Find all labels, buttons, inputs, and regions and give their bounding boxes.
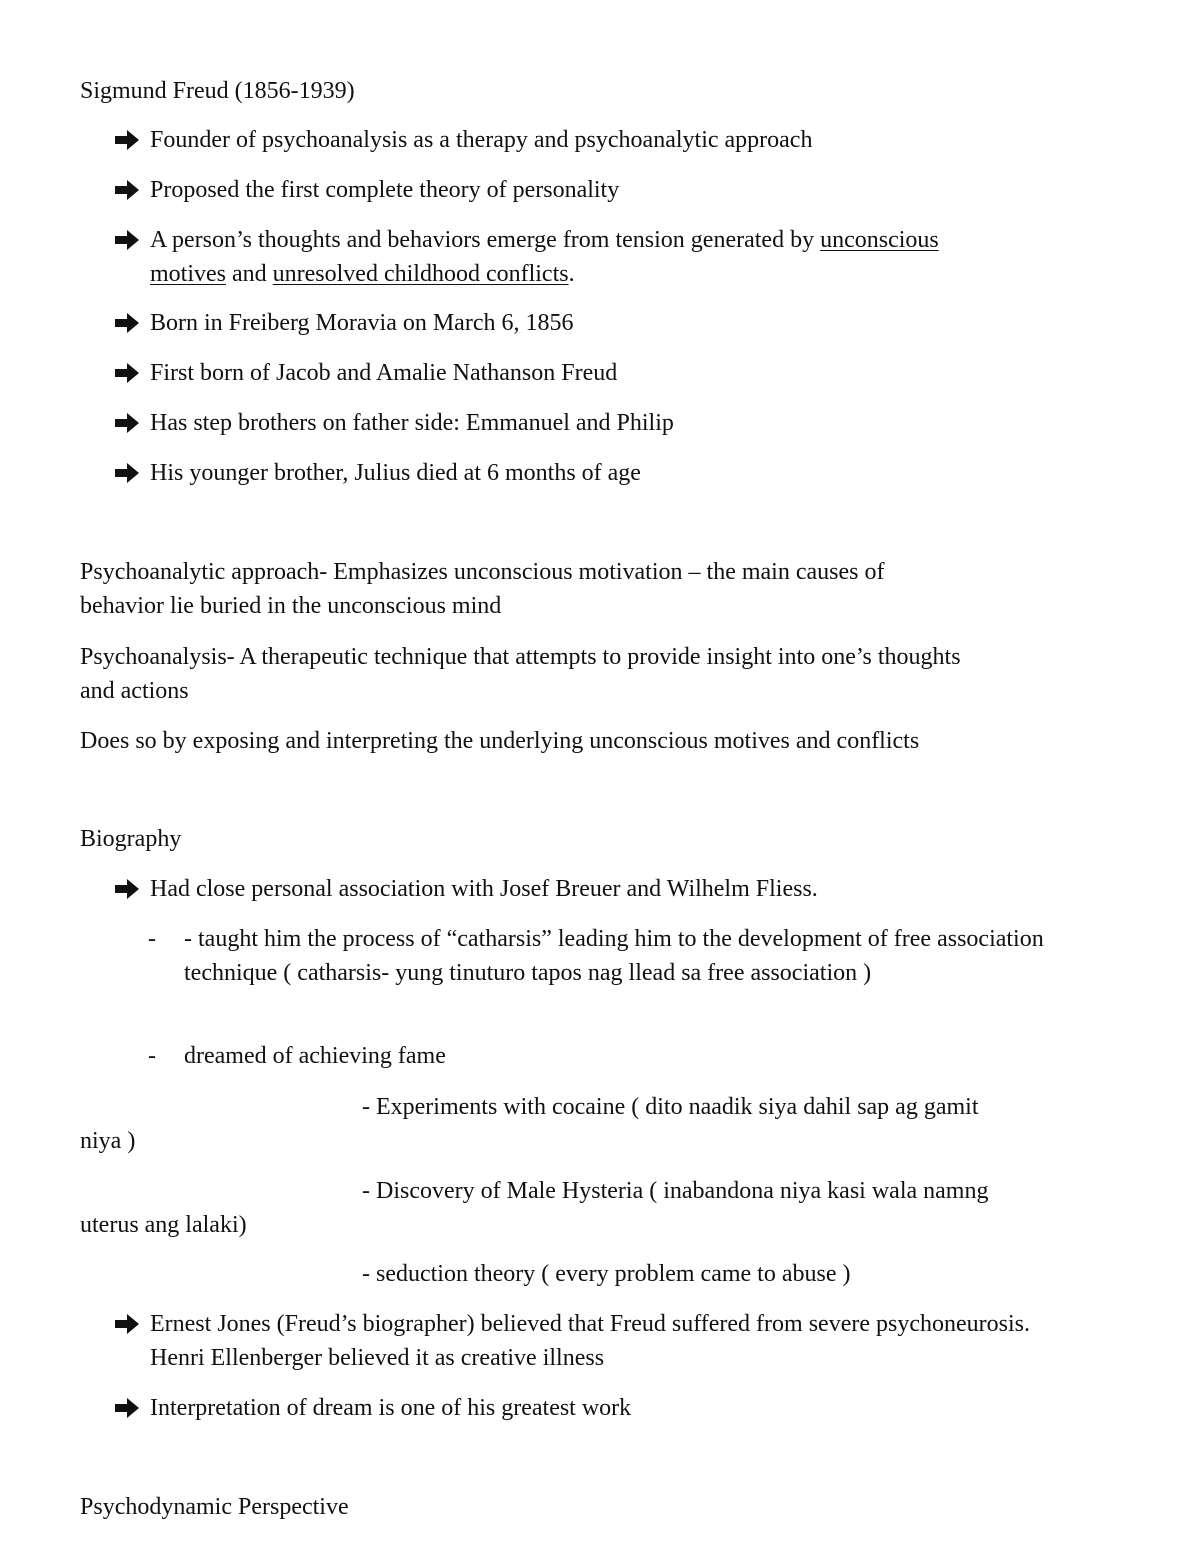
list-item-text: Interpretation of dream is one of his greatest work	[150, 1395, 632, 1421]
definition-approach-line2: behavior lie buried in the unconscious mind	[80, 593, 502, 619]
indented-line: - Experiments with cocaine ( dito naadik siya dahil sap ag gamit	[362, 1094, 979, 1120]
definition-analysis-line1: Psychoanalysis- A therapeutic technique that attempts to provide insight into one’s thoughts	[80, 644, 961, 670]
underlined-term: unconscious	[820, 227, 939, 253]
list-item-text: Proposed the first complete theory of personality	[150, 177, 620, 203]
arrow-right-icon	[114, 126, 140, 154]
underlined-term: unresolved childhood conflicts	[272, 261, 569, 287]
arrow-right-icon	[114, 1394, 140, 1422]
list-item	[114, 1307, 1074, 1375]
dash-marker: -	[148, 1043, 156, 1069]
definition-analysis-line2: and actions	[80, 678, 189, 704]
arrow-right-icon	[114, 459, 140, 487]
list-item-text: Founder of psychoanalysis as a therapy and psychoanalytic approach	[150, 127, 813, 153]
sub-list-item-text: - taught him the process of “catharsis” leading him to the development of free association technique ( catharsis- yung tinuturo tapos nag llead sa free association )	[184, 926, 1044, 986]
list-item	[114, 872, 1074, 906]
list-item-text: Had close personal association with Josef Breuer and Wilhelm Fliess.	[150, 876, 818, 902]
dash-marker: -	[148, 926, 156, 952]
arrow-right-icon	[114, 176, 140, 204]
arrow-right-icon	[114, 359, 140, 387]
list-item	[114, 406, 1074, 440]
arrow-right-icon	[114, 309, 140, 337]
underlined-term: motives	[150, 261, 226, 287]
indented-line: - seduction theory ( every problem came to abuse )	[362, 1261, 851, 1287]
sub-list-item	[148, 1039, 1098, 1073]
arrow-right-icon	[114, 409, 140, 437]
arrow-right-icon	[114, 1310, 140, 1338]
list-item	[114, 1391, 1074, 1425]
list-item	[114, 456, 1074, 490]
list-item	[114, 173, 1074, 207]
list-item-text: A person’s thoughts and behaviors emerge from tension generated by unconscious motives and unresolved childhood conflicts.	[150, 227, 939, 287]
arrow-right-icon	[114, 875, 140, 903]
list-item-text: Born in Freiberg Moravia on March 6, 1856	[150, 310, 574, 336]
sub-list-item-text: dreamed of achieving fame	[184, 1043, 446, 1069]
definition-does-so: Does so by exposing and interpreting the underlying unconscious motives and conflicts	[80, 728, 920, 754]
section-heading-psychodynamic: Psychodynamic Perspective	[80, 1494, 349, 1520]
section-heading-biography: Biography	[80, 826, 182, 852]
list-item	[114, 356, 1074, 390]
indented-line-continuation: uterus ang lalaki)	[80, 1212, 247, 1238]
sub-list-item	[148, 922, 1098, 990]
list-item	[114, 223, 1074, 291]
list-item-text: Has step brothers on father side: Emmanuel and Philip	[150, 410, 674, 436]
list-item-text: First born of Jacob and Amalie Nathanson Freud	[150, 360, 618, 386]
list-item	[114, 306, 1074, 340]
arrow-right-icon	[114, 226, 140, 254]
indented-line: - Discovery of Male Hysteria ( inabandona niya kasi wala namng	[362, 1178, 989, 1204]
section-heading-freud: Sigmund Freud (1856-1939)	[80, 78, 355, 104]
list-item-text: Ernest Jones (Freud’s biographer) believed that Freud suffered from severe psychoneurosis. Henri Ellenberger believed it as creative illness	[150, 1311, 1030, 1371]
definition-approach-line1: Psychoanalytic approach- Emphasizes unconscious motivation – the main causes of	[80, 559, 885, 585]
list-item-text: His younger brother, Julius died at 6 months of age	[150, 460, 641, 486]
indented-line-continuation: niya )	[80, 1128, 136, 1154]
list-item	[114, 123, 1074, 157]
